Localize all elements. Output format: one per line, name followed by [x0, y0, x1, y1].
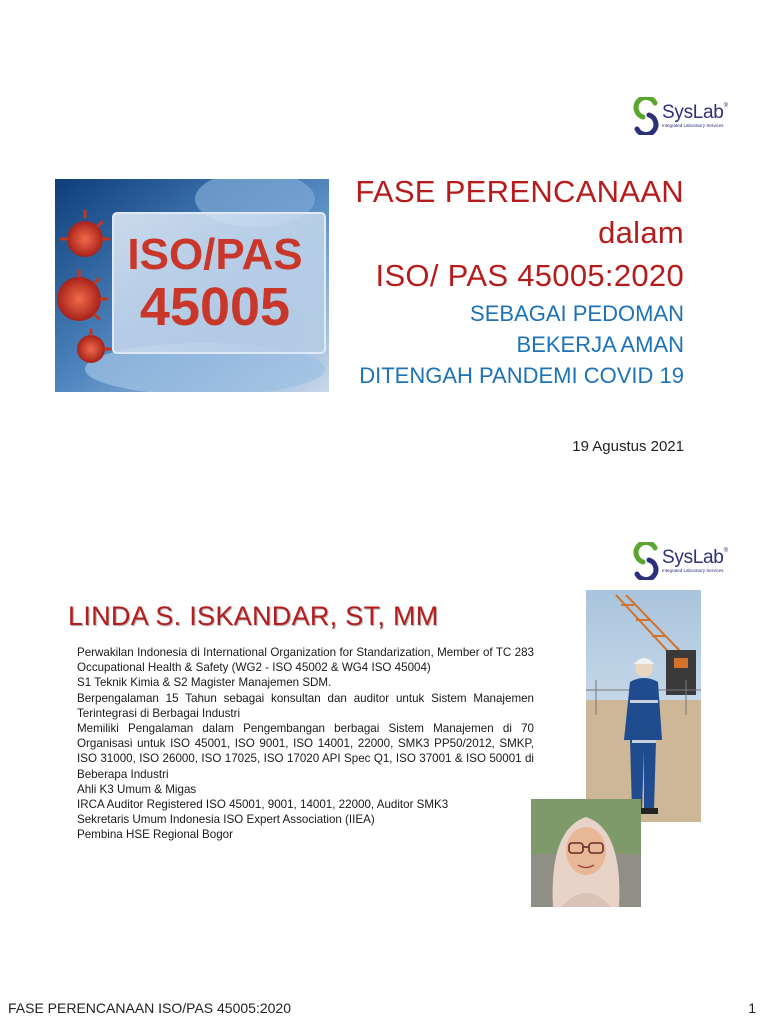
syslab-logo-2	[631, 542, 728, 580]
bio-item: Pembina HSE Regional Bogor	[77, 828, 233, 842]
subtitle-line-1: SEBAGAI PEDOMAN	[470, 301, 684, 326]
logo-name: SysLab®	[662, 102, 728, 124]
hero-text-45005: 45005	[139, 277, 291, 337]
bio-item: Berpengalaman 15 Tahun sebagai konsultan dan auditor untuk Sistem Manajemen Terintegrasi di Berbagai Industri	[77, 691, 534, 720]
subtitle-line-2: BEKERJA AMAN	[516, 332, 684, 357]
syslab-logo-icon	[631, 542, 661, 580]
syslab-logo	[631, 97, 728, 135]
footer-title: FASE PERENCANAAN ISO/PAS 45005:2020	[8, 1000, 291, 1016]
page-number: 1	[748, 1000, 756, 1016]
syslab-logo-icon	[631, 97, 661, 135]
logo-name: SysLab®	[662, 547, 728, 569]
title-line-2: dalam	[598, 215, 684, 250]
speaker-name: LINDA S. ISKANDAR, ST, MM	[68, 601, 439, 631]
bio-item: S1 Teknik Kimia & S2 Magister Manajemen SDM.	[77, 676, 332, 690]
speaker-site-photo	[586, 590, 701, 822]
bio-item: Memiliki Pengalaman dalam Pengembangan berbagai Sistem Manajemen di 70 Organisasi untuk ISO 45001, ISO 9001, ISO 14001, 22000, SMK3 PP50/2012, SMKP, ISO 31000, ISO 26000, ISO 17025, ISO 17020 API Spec Q1, ISO 37001 & ISO 50001 di Beberapa Industri	[77, 722, 534, 781]
title-line-3: ISO/ PAS 45005:2020	[375, 258, 684, 293]
bio-item: IRCA Auditor Registered ISO 45001, 9001, 14001, 22000, Auditor SMK3	[77, 798, 449, 812]
bio-item: Sekretaris Umum Indonesia ISO Expert Association (IIEA)	[77, 813, 375, 827]
speaker-portrait-photo	[531, 799, 641, 907]
logo-tagline: Integrated Laboratory Services	[662, 568, 724, 574]
slide1-title-block	[355, 176, 684, 387]
iso-pas-45005-hero-image	[55, 179, 329, 392]
subtitle-line-3: DITENGAH PANDEMI COVID 19	[359, 363, 684, 388]
logo-tagline: Integrated Laboratory Services	[662, 123, 724, 129]
bio-item: Ahli K3 Umum & Migas	[77, 782, 197, 796]
title-line-1: FASE PERENCANAAN	[355, 174, 684, 209]
presentation-date: 19 Agustus 2021	[572, 438, 684, 455]
speaker-bio	[77, 645, 534, 843]
registered-mark-icon: ®	[723, 548, 728, 555]
hero-text-iso-pas: ISO/PAS	[127, 230, 303, 279]
bio-item: Perwakilan Indonesia di International Organization for Standarization, Member of TC 283 Occupational Health & Safety (WG2 - ISO 45002 & WG4 ISO 45004)	[77, 646, 534, 675]
registered-mark-icon: ®	[723, 103, 728, 110]
